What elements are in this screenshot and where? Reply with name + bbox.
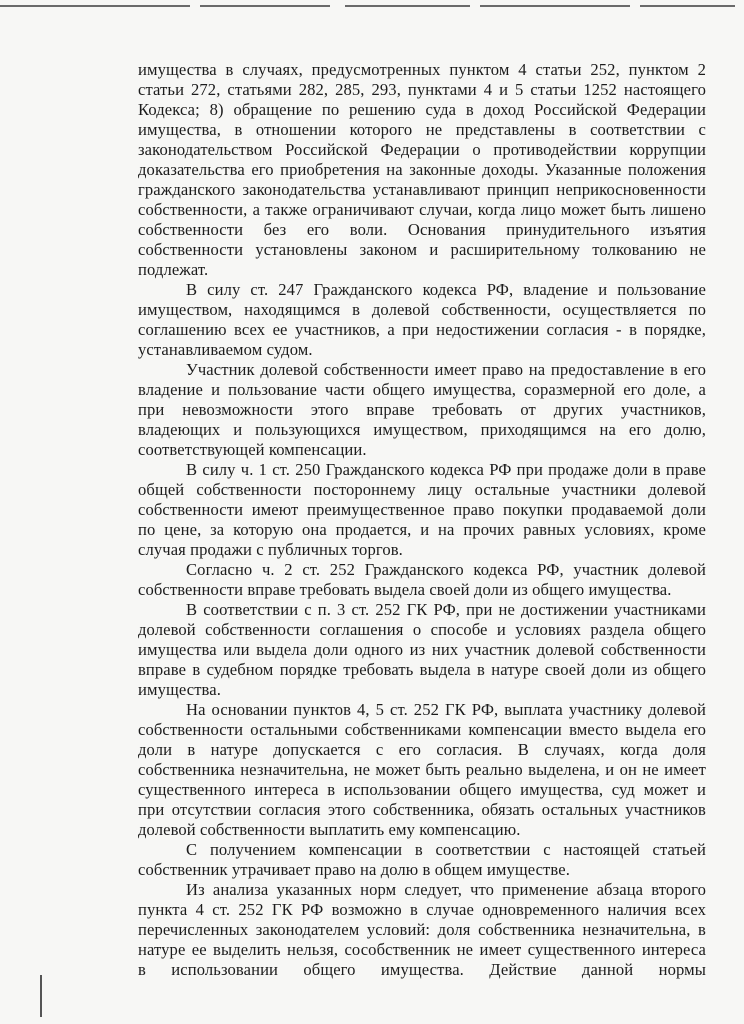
text-line: имущества или выдела доли одного из них участник долевой собственности xyxy=(138,640,706,659)
text-line: собственности без его воли. Основания принудительного изъятия xyxy=(138,220,706,239)
text-line: собственности остальными собственниками компенсации вместо выдела его xyxy=(138,720,706,739)
scan-line-segment xyxy=(200,5,330,7)
text-line: владение и пользование части общего имущества, соразмерной его доле, а xyxy=(138,380,706,399)
text-line: подлежат. xyxy=(138,260,209,279)
text-line: законодательством Российской Федерации о противодействии коррупции xyxy=(138,140,706,159)
text-line: Кодекса; 8) обращение по решению суда в доход Российской Федерации xyxy=(138,100,706,119)
text-line: доказательства его приобретения на законные доходы. Указанные положения xyxy=(138,160,706,179)
text-line: случая продажи с публичных торгов. xyxy=(138,540,403,559)
text-line: имущества в случаях, предусмотренных пунктом 4 статьи 252, пунктом 2 xyxy=(138,60,706,79)
text-line: Участник долевой собственности имеет право на предоставление в его xyxy=(186,360,706,379)
text-line: имущества. xyxy=(138,680,221,699)
text-line: В силу ст. 247 Гражданского кодекса РФ, владение и пользование xyxy=(186,280,706,299)
text-line: владеющих и пользующихся имуществом, приходящимся на его долю, xyxy=(138,420,706,439)
text-line: доли в натуре допускается с его согласия. В случаях, когда доля xyxy=(138,740,706,759)
scan-line-segment xyxy=(480,5,630,7)
text-line: устанавливаемом судом. xyxy=(138,340,313,359)
text-line: при невозможности этого вправе требовать от других участников, xyxy=(138,400,706,419)
scan-line-segment xyxy=(640,5,735,7)
text-line: собственности установлены законом и расширительному толкованию не xyxy=(138,240,706,259)
text-line: существенного интереса в использовании общего имущества, суд может и xyxy=(138,780,706,799)
text-line: имуществом, находящимся в долевой собственности, осуществляется по xyxy=(138,300,706,319)
text-line: вправе в судебном порядке требовать выдела в натуре своей доли из общего xyxy=(138,660,706,679)
text-line: имущества, в отношении которого не представлены в соответствии с xyxy=(138,120,706,139)
text-line: соглашению всех ее участников, а при недостижении согласия - в порядке, xyxy=(138,320,706,339)
text-line: по цене, за которую она продается, и на прочих равных условиях, кроме xyxy=(138,520,706,539)
text-line: соответствующей компенсации. xyxy=(138,440,367,459)
document-page xyxy=(138,60,706,980)
text-line: Согласно ч. 2 ст. 252 Гражданского кодекса РФ, участник долевой xyxy=(186,560,706,579)
text-line: при отсутствии согласия этого собственника, обязать остальных участников xyxy=(138,800,706,819)
text-line: натуре ее выделить нельзя, сособственник не имеет существенного интереса xyxy=(138,940,706,959)
text-line: В соответствии с п. 3 ст. 252 ГК РФ, при не достижении участниками xyxy=(186,600,706,619)
text-line: собственности, а также ограничивают случаи, когда лицо может быть лишено xyxy=(138,200,706,219)
text-line: долевой собственности выплатить ему компенсацию. xyxy=(138,820,521,839)
scan-line-segment xyxy=(0,5,190,7)
text-line: собственности вправе требовать выдела своей доли из общего имущества. xyxy=(138,580,672,599)
text-line: статьи 272, статьями 282, 285, 293, пунктами 4 и 5 статьи 1252 настоящего xyxy=(138,80,706,99)
text-line: в использовании общего имущества. Действие данной нормы xyxy=(138,960,706,979)
text-line: общей собственности постороннему лицу остальные участники долевой xyxy=(138,480,706,499)
text-line: перечисленных законодателем условий: доля собственника незначительна, в xyxy=(138,920,706,939)
scan-top-edge xyxy=(0,0,744,10)
text-line: Из анализа указанных норм следует, что применение абзаца второго xyxy=(186,880,706,899)
text-line: собственности имеют преимущественное право покупки продаваемой доли xyxy=(138,500,706,519)
text-line: долевой собственности соглашения о способе и условиях раздела общего xyxy=(138,620,706,639)
text-line: На основании пунктов 4, 5 ст. 252 ГК РФ, выплата участнику долевой xyxy=(186,700,706,719)
scan-left-mark xyxy=(40,975,42,1017)
text-line: С получением компенсации в соответствии с настоящей статьей xyxy=(186,840,706,859)
text-line: собственника незначительна, не может быть реально выделена, и он не имеет xyxy=(138,760,706,779)
scan-line-segment xyxy=(345,5,470,7)
text-line: собственник утрачивает право на долю в общем имуществе. xyxy=(138,860,570,879)
text-line: гражданского законодательства устанавливают принцип неприкосновенности xyxy=(138,180,706,199)
text-line: В силу ч. 1 ст. 250 Гражданского кодекса РФ при продаже доли в праве xyxy=(186,460,706,479)
text-line: пункта 4 ст. 252 ГК РФ возможно в случае одновременного наличия всех xyxy=(138,900,706,919)
